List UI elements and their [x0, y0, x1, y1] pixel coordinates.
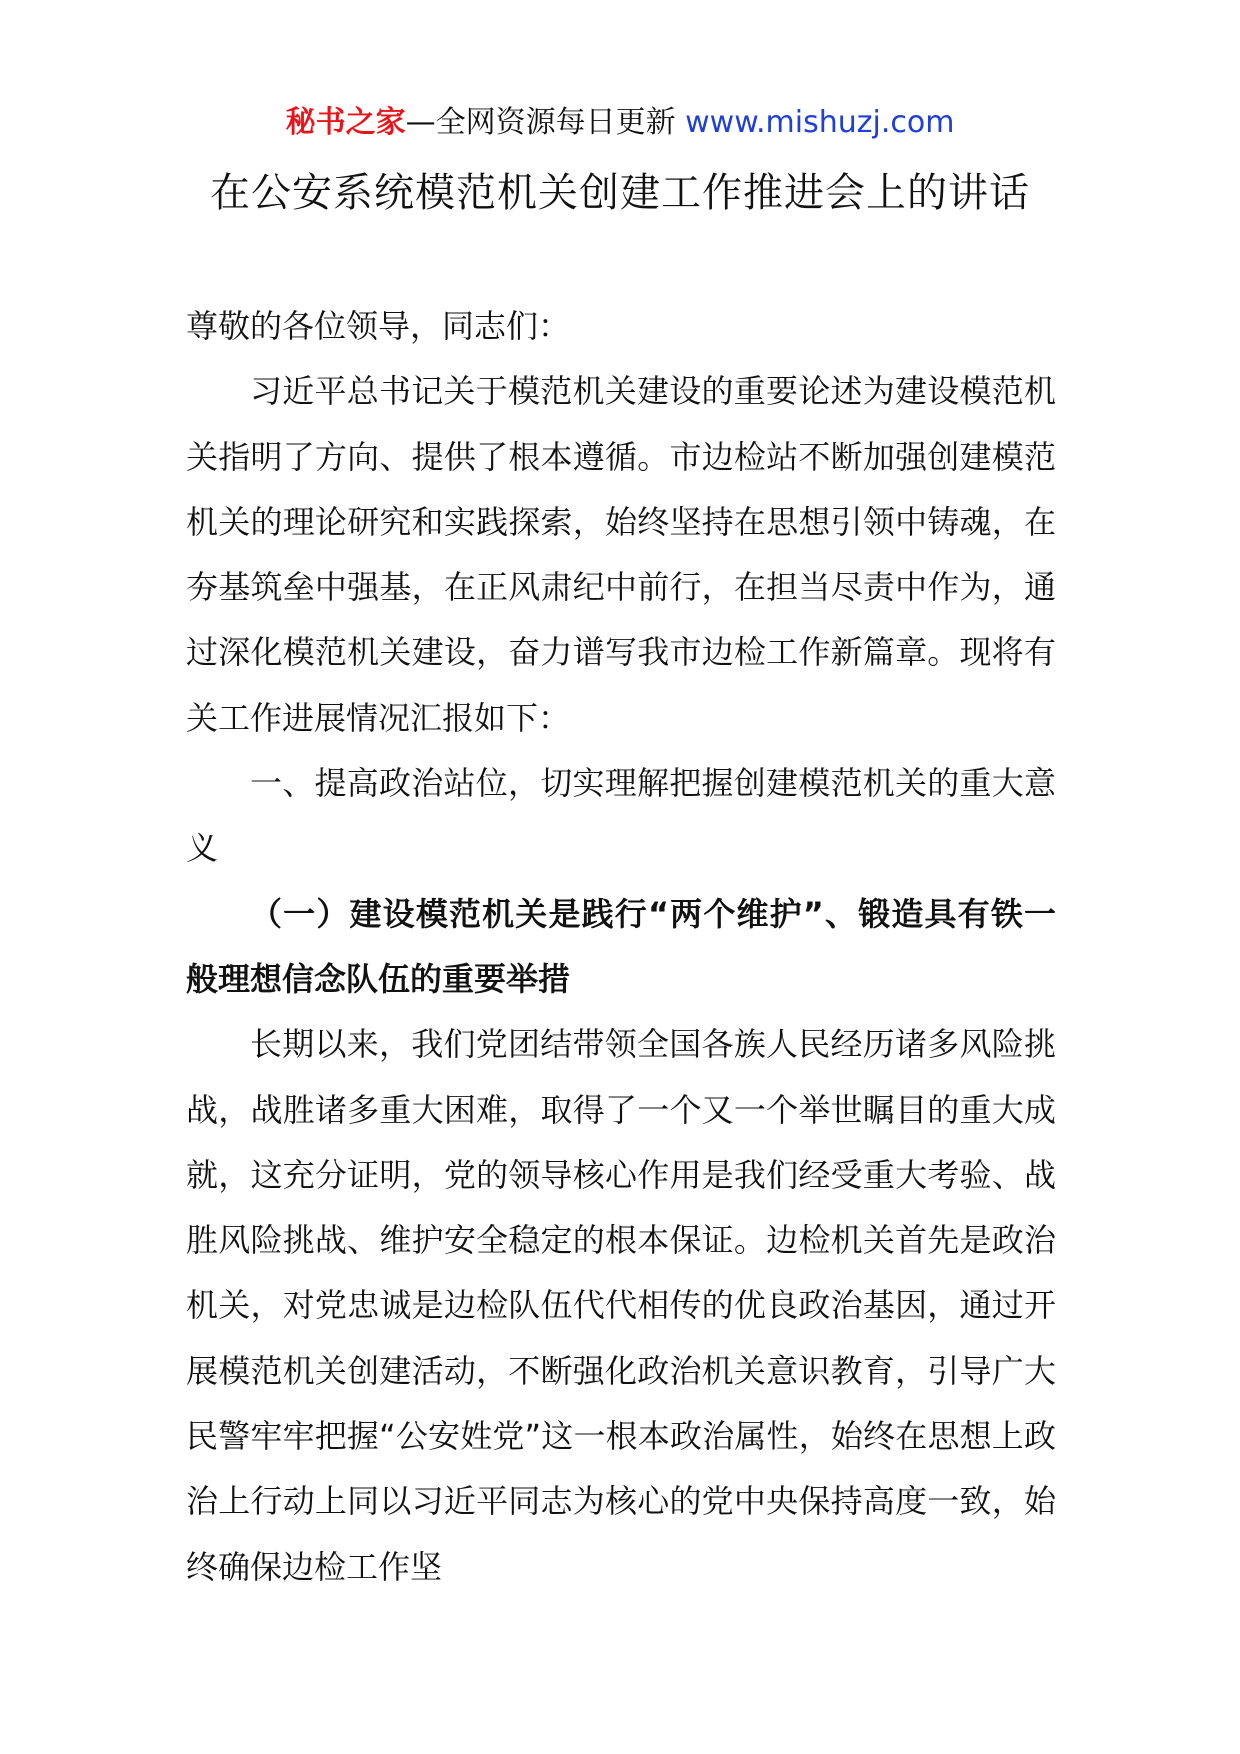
site-header [0, 103, 1240, 143]
document-title: 在公安系统模范机关创建工作推进会上的讲话 [210, 170, 1030, 216]
intro-paragraph: 习近平总书记关于模范机关建设的重要论述为建设模范机关指明了方向、提供了根本遵循。市边检站不断加强创建模范机关的理论研究和实践探索，始终坚持在思想引领中铸魂，在夯基筑垒中强基，在正风肃纪中前行，在担当尽责中作为，通过深化模范机关建设，奋力谱写我市边检工作新篇章。现将有关工作进展情况汇报如下： [186, 372, 1056, 737]
salutation: 尊敬的各位领导，同志们： [186, 307, 571, 345]
section-heading-1: 一、提高政治站位，切实理解把握创建模范机关的重大意义 [186, 764, 1056, 868]
site-brand: 秘书之家 [285, 105, 406, 140]
subsection-heading-1: （一）建设模范机关是践行“两个维护”、锻造具有铁一般理想信念队伍的重要举措 [186, 894, 1056, 998]
body-paragraph: 长期以来，我们党团结带领全国各族人民经历诸多风险挑战，战胜诸多重大困难，取得了一个又一个举世瞩目的重大成就，这充分证明，党的领导核心作用是我们经受重大考验、战胜风险挑战、维护安全稳定的根本保证。边检机关首先是政治机关，对党忠诚是边检队伍代代相传的优良政治基因，通过开展模范机关创建活动，不断强化政治机关意识教育，引导广大民警牢牢把握“公安姓党”这一根本政治属性，始终在思想上政治上行动上同以习近平同志为核心的党中央保持高度一致，始终确保边检工作坚 [186, 1025, 1056, 1586]
site-slogan: —全网资源每日更新 [405, 105, 686, 140]
site-url-link[interactable]: www.mishuzj.com [685, 105, 955, 140]
document-body [186, 294, 1056, 1600]
